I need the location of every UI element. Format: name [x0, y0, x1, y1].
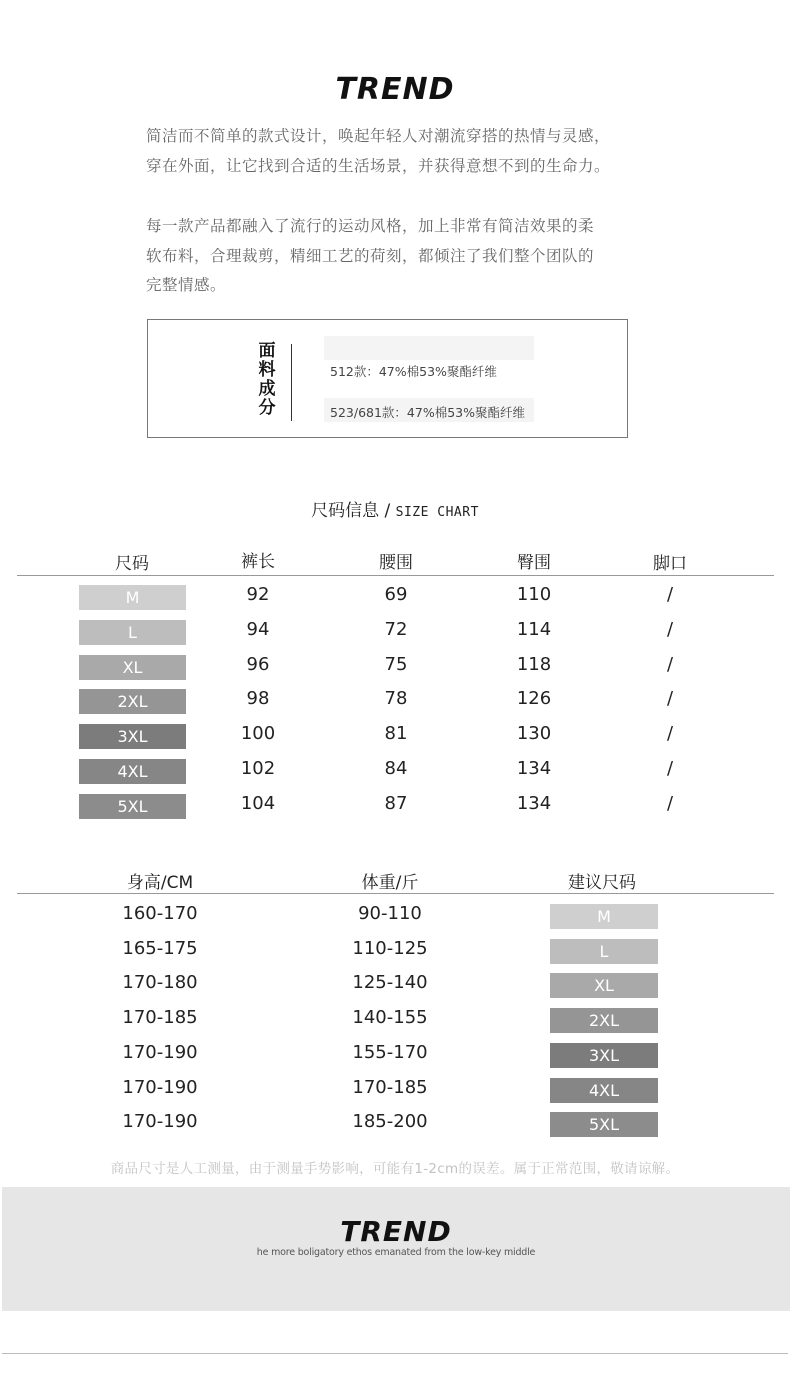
hip-cell: 110 [516, 584, 552, 605]
size-chart-title-en: SIZE CHART [395, 505, 479, 520]
weight-cell: 125-140 [352, 972, 428, 994]
length-cell: 104 [240, 792, 276, 814]
weight-cell: 90-110 [358, 903, 422, 924]
description-line: 完整情感。 [146, 276, 227, 294]
fabric-line: 512款：47%棉53%聚酯纤维 [330, 364, 497, 379]
length-cell: 92 [246, 584, 270, 605]
header-height: 身高/CM [126, 873, 194, 893]
footer-brand: TREND [340, 1215, 452, 1248]
hem-cell: / [666, 758, 674, 779]
height-cell: 170-180 [122, 972, 198, 994]
hip-cell: 134 [516, 792, 552, 814]
length-cell: 98 [246, 688, 270, 710]
hip-cell: 134 [516, 758, 552, 779]
size-chip: 2XL [79, 689, 186, 714]
fabric-line: 523/681款：47%棉53%聚酯纤维 [330, 405, 525, 420]
weight-cell: 155-170 [352, 1041, 428, 1063]
length-cell: 102 [240, 758, 276, 779]
length-cell: 94 [246, 618, 270, 640]
waist-cell: 84 [384, 758, 408, 779]
description-line: 软布料，合理裁剪，精细工艺的荷刻，都倾注了我们整个团队的 [146, 246, 595, 265]
recommended-size-chip: 5XL [550, 1112, 658, 1137]
bottom-divider [2, 1353, 788, 1354]
size-chip: L [79, 620, 186, 645]
height-cell: 170-190 [122, 1076, 198, 1098]
size-chip: 4XL [79, 759, 186, 784]
brand-title: TREND [335, 72, 455, 107]
header-recommended-size: 建议尺码 [568, 873, 636, 893]
header-weight: 体重/斤 [361, 873, 419, 893]
height-cell: 170-190 [122, 1041, 198, 1063]
waist-cell: 69 [384, 584, 408, 605]
hip-cell: 130 [516, 723, 552, 745]
hem-cell: / [666, 792, 674, 814]
hem-cell: / [666, 653, 674, 675]
size-chip: 5XL [79, 794, 186, 819]
height-cell: 165-175 [122, 937, 198, 959]
recommended-size-chip: 2XL [550, 1008, 658, 1033]
weight-cell: 170-185 [352, 1076, 428, 1098]
height-cell: 160-170 [122, 903, 198, 924]
height-cell: 170-190 [122, 1111, 198, 1133]
header-waist: 腰围 [379, 553, 413, 573]
size-chip: 3XL [79, 724, 186, 749]
hem-cell: / [666, 688, 674, 710]
hem-cell: / [666, 584, 674, 605]
hip-cell: 126 [516, 688, 552, 710]
size-chip: XL [79, 655, 186, 680]
header-hem: 脚口 [653, 554, 687, 574]
weight-cell: 140-155 [352, 1007, 428, 1029]
intro-line: 简洁而不简单的款式设计，唤起年轻人对潮流穿搭的热情与灵感， [146, 127, 611, 145]
recommended-size-chip: 3XL [550, 1043, 658, 1068]
waist-cell: 81 [384, 723, 408, 745]
description-line: 每一款产品都融入了流行的运动风格，加上非常有简洁效果的柔 [146, 217, 595, 235]
size-chip: M [79, 585, 186, 610]
footer-tagline: he more boligatory ethos emanated from the low-key middle [256, 1247, 536, 1258]
header-size: 尺码 [115, 554, 149, 574]
hem-cell: / [666, 723, 674, 745]
length-cell: 96 [246, 653, 270, 675]
header-divider [17, 893, 774, 894]
waist-cell: 87 [384, 792, 408, 814]
recommended-size-chip: M [550, 904, 658, 929]
hip-cell: 118 [516, 653, 552, 675]
hem-cell: / [666, 618, 674, 640]
waist-cell: 78 [384, 688, 408, 710]
intro-line: 穿在外面，让它找到合适的生活场景，并获得意想不到的生命力。 [146, 156, 611, 175]
weight-cell: 110-125 [352, 937, 428, 959]
fabric-title: 面料成分 [258, 341, 276, 418]
weight-cell: 185-200 [352, 1111, 428, 1133]
length-cell: 100 [240, 723, 276, 745]
size-chart-title-cn: 尺码信息 / [311, 501, 391, 521]
recommended-size-chip: 4XL [550, 1078, 658, 1103]
recommended-size-chip: L [550, 939, 658, 964]
header-length: 裤长 [241, 552, 275, 572]
measurement-note: 商品尺寸是人工测量，由于测量手势影响，可能有1-2cm的误差。属于正常范围，敬请谅解。 [110, 1161, 680, 1177]
header-hip: 臀围 [517, 553, 551, 573]
waist-cell: 72 [384, 618, 408, 640]
waist-cell: 75 [384, 653, 408, 675]
height-cell: 170-185 [122, 1007, 198, 1029]
hip-cell: 114 [516, 618, 552, 640]
recommended-size-chip: XL [550, 973, 658, 998]
footer-banner [2, 1187, 790, 1311]
